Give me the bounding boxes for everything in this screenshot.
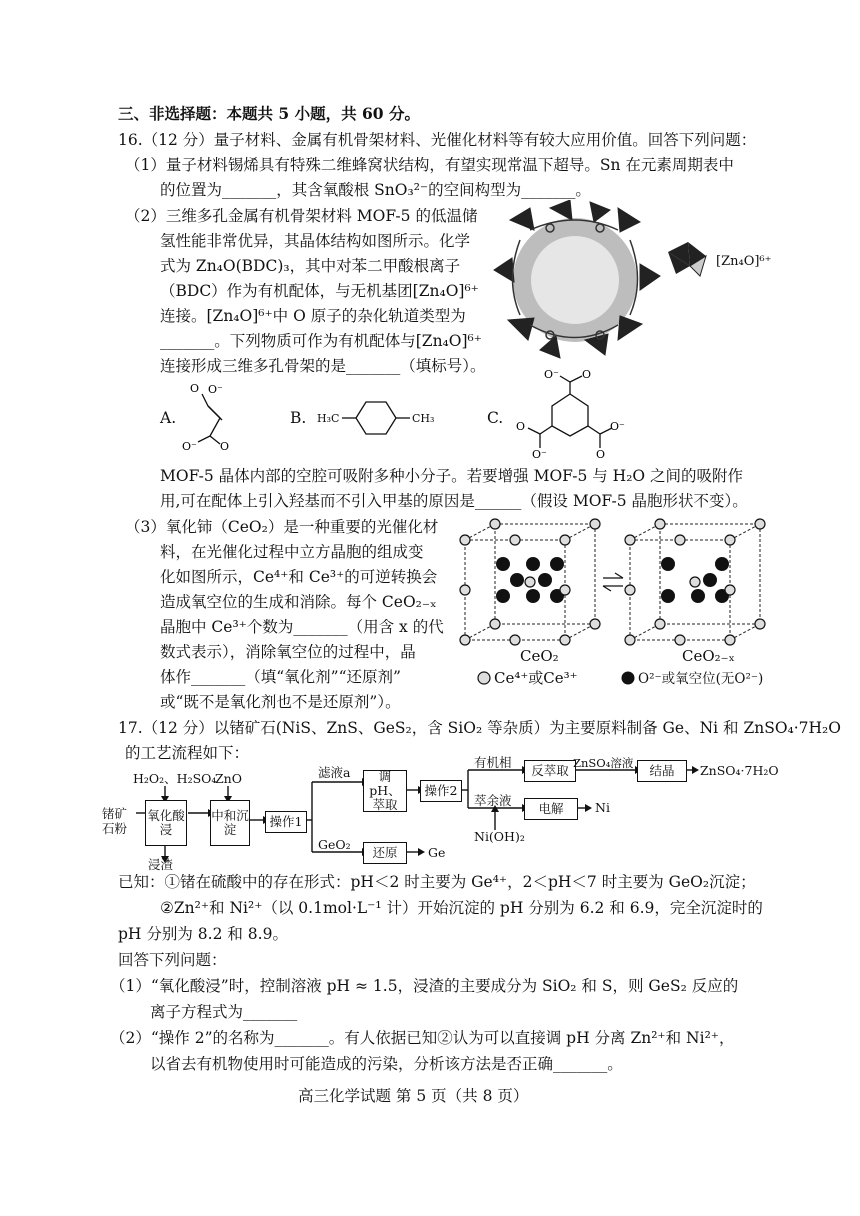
flow-filtrate-a: 滤液a xyxy=(318,765,351,780)
flow-geo2: GeO₂ xyxy=(318,837,351,852)
q16-part3-line5: 晶胞中 Ce³⁺个数为_______（用含 x 的代 xyxy=(160,618,444,636)
flow-product-ni: Ni xyxy=(595,800,610,815)
q16-part3-line3: 化如图所示，Ce⁴⁺和 Ce³⁺的可逆转换会 xyxy=(160,568,438,586)
flow-reagent-zno: ZnO xyxy=(215,771,242,786)
flow-box-electrolysis: 电解 xyxy=(524,798,578,820)
svg-text:O: O xyxy=(220,440,230,452)
svg-text:O: O xyxy=(190,382,200,395)
flow-residue: 浸渣 xyxy=(148,857,174,872)
q17-stem-line2: 的工艺流程如下： xyxy=(125,744,250,762)
option-b-left-group: H₃C xyxy=(317,412,340,425)
option-c-structure xyxy=(510,370,630,458)
flow-box-crystallize: 结晶 xyxy=(637,760,687,782)
q17-sub1-line2: 离子方程式为_______ xyxy=(150,1003,298,1021)
flow-box-operation1: 操作1 xyxy=(265,811,307,833)
q17-known-3: pH 分别为 8.2 和 8.9。 xyxy=(118,925,288,943)
mof5-structure-figure xyxy=(490,200,790,360)
q16-part2-line9: 用,可在配体上引入羟基而不引入甲基的原因是______（假设 MOF-5 晶胞形状不变）。 xyxy=(160,492,748,510)
flow-box-adjust-ph: 调pH、萃取 xyxy=(363,770,407,812)
q16-part2-line3: 式为 Zn₄O(BDC)₃，其中对苯二甲酸根离子 xyxy=(160,257,461,275)
q17-sub2-line1: （2）“操作 2”的名称为_______。有人依据已知②认为可以直接调 pH 分离 Zn²⁺和 Ni²⁺， xyxy=(110,1029,735,1047)
q16-part2-line5: 连接。[Zn₄O]⁶⁺中 O 原子的杂化轨道类型为 xyxy=(160,307,466,325)
cell-right-label: CeO₂₋ₓ xyxy=(682,647,735,665)
q16-part2-line1: （2）三维多孔金属有机骨架材料 MOF-5 的低温储 xyxy=(125,207,478,225)
legend-o-text: O²⁻或氧空位(无O²⁻) xyxy=(638,671,764,687)
q16-part3-line8: 或“既不是氧化剂也不是还原剂”）。 xyxy=(160,693,401,711)
svg-text:O⁻: O⁻ xyxy=(532,448,547,458)
option-b-right-group: CH₃ xyxy=(412,412,435,425)
flow-box-operation2: 操作2 xyxy=(420,780,462,802)
svg-text:O⁻: O⁻ xyxy=(610,420,625,433)
q17-stem-line1: 17.（12 分）以锗矿石(NiS、ZnS、GeS₂，含 SiO₂ 等杂质）为主要原料制备 Ge、Ni 和 ZnSO₄·7H₂O xyxy=(118,719,841,737)
q17-sub1-line1: （1）“氧化酸浸”时，控制溶液 pH ≈ 1.5，浸渣的主要成分为 SiO₂ 和 S，则 GeS₂ 反应的 xyxy=(110,977,739,995)
q16-part1-line1: （1）量子材料锡烯具有特殊二维蜂窝状结构，有望实现常温下超导。Sn 在元素周期表中 xyxy=(125,156,734,174)
flow-organic-phase: 有机相 xyxy=(474,755,512,770)
svg-text:O⁻: O⁻ xyxy=(182,440,197,452)
flow-reagent-h2o2: H₂O₂、H₂SO₄ xyxy=(133,771,217,786)
q16-part2-line8: MOF-5 晶体内部的空腔可吸附多种小分子。若要增强 MOF-5 与 H₂O 之间的吸附作 xyxy=(160,467,744,485)
flow-znso4-solution: ZnSO₄溶液 xyxy=(573,756,634,770)
option-b-structure xyxy=(342,398,412,438)
option-c-label: C. xyxy=(487,409,504,427)
flow-box-oxidative-leach: 氧化酸浸 xyxy=(145,800,187,846)
svg-text:O: O xyxy=(516,420,526,433)
q17-answer-prompt: 回答下列问题： xyxy=(118,951,227,969)
flow-box-reduce: 还原 xyxy=(363,842,407,864)
o-legend-icon xyxy=(620,670,636,686)
mof-zn4o-label: [Zn₄O]⁶⁺ xyxy=(716,254,772,269)
option-a-structure xyxy=(180,380,250,452)
q16-part2-line7: 连接形成三维多孔骨架的是_______（填标号）。 xyxy=(160,357,486,375)
flow-product-ge: Ge xyxy=(428,845,446,860)
legend-ce-text: Ce⁴⁺或Ce³⁺ xyxy=(494,669,578,687)
section-title: 三、非选择题：本题共 5 小题，共 60 分。 xyxy=(118,104,420,123)
svg-text:O⁻: O⁻ xyxy=(208,383,223,396)
page-footer: 高三化学试题 第 5 页（共 8 页） xyxy=(298,1087,529,1105)
cell-left-label: CeO₂ xyxy=(520,647,559,665)
ce-legend-icon xyxy=(476,670,492,686)
option-a-label: A. xyxy=(160,409,177,427)
q16-part2-line2: 氢性能非常优异，其晶体结构如图所示。化学 xyxy=(160,232,471,250)
q17-sub2-line2: 以省去有机物使用时可能造成的污染，分析该方法是否正确_______。 xyxy=(150,1055,623,1073)
q16-part3-line6: 数式表示），消除氧空位的过程中，晶 xyxy=(160,643,416,661)
q17-known-2: ②Zn²⁺和 Ni²⁺（以 0.1mol·L⁻¹ 计）开始沉淀的 pH 分别为 6.2 和 6.9，完全沉淀时的 xyxy=(160,899,763,917)
q16-part3-line7: 体作_______（填“氧化剂”“还原剂” xyxy=(160,668,401,686)
flow-ni-oh2: Ni(OH)₂ xyxy=(474,829,525,844)
q17-known-1: 已知：①锗在硫酸中的存在形式：pH＜2 时主要为 Ge⁴⁺，2＜pH＜7 时主要为 GeO₂沉淀； xyxy=(118,873,756,891)
q16-part2-line4: （BDC）作为有机配体，与无机基团[Zn₄O]⁶⁺ xyxy=(160,282,479,300)
flow-box-back-extraction: 反萃取 xyxy=(524,760,576,782)
q16-part2-line6: _______。下列物质可作为有机配体与[Zn₄O]⁶⁺ xyxy=(160,332,482,350)
flow-raw-ore: 锗矿石粉 xyxy=(102,806,128,836)
flow-box-neutralize: 中和沉淀 xyxy=(210,800,250,846)
flow-product-znso4: ZnSO₄·7H₂O xyxy=(700,763,779,778)
q16-stem: 16.（12 分）量子材料、金属有机骨架材料、光催化材料等有较大应用价值。回答下列问题： xyxy=(118,131,757,149)
option-b-label: B. xyxy=(290,409,307,427)
svg-text:O: O xyxy=(582,370,592,381)
svg-text:O⁻: O⁻ xyxy=(544,370,559,381)
flow-raffinate: 萃余液 xyxy=(474,793,512,808)
q16-part3-line2: 料，在光催化过程中立方晶胞的组成变 xyxy=(160,543,424,561)
q16-part3-line4: 造成氧空位的生成和消除。每个 CeO₂₋ₓ xyxy=(160,593,437,611)
svg-text:O: O xyxy=(596,448,606,458)
q16-part1-line2: 的位置为_______，其含氧酸根 SnO₃²⁻的空间构型为_______。 xyxy=(160,181,591,199)
q16-part3-line1: （3）氧化铈（CeO₂）是一种重要的光催化材 xyxy=(125,518,439,536)
ceo2-unit-cells-figure xyxy=(455,518,775,650)
